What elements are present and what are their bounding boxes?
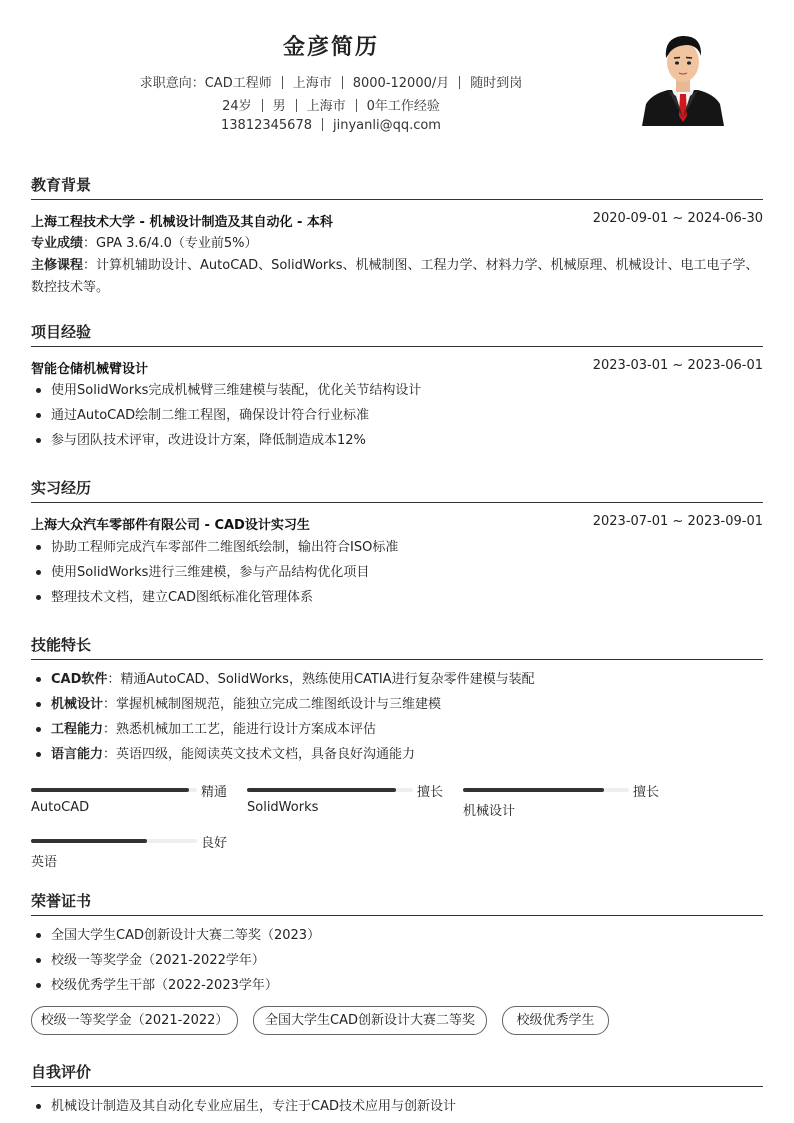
skill-level: 擅长 xyxy=(416,785,443,800)
project-bullet-list xyxy=(31,378,763,453)
internship-date: 2023-07-01 ~ 2023-09-01 xyxy=(592,514,763,529)
intent-salary: 8000-12000/月 xyxy=(352,76,450,91)
skill-bar-fill xyxy=(31,788,189,792)
city: 上海市 xyxy=(306,99,346,114)
education-score xyxy=(31,233,763,255)
skill-name: AutoCAD xyxy=(31,800,90,815)
list-item: 使用SolidWorks完成机械臂三维建模与装配，优化关节结构设计 xyxy=(31,378,763,403)
gender: 男 xyxy=(272,99,286,114)
list-item: 机械设计制造及其自动化专业应届生，专注于CAD技术应用与创新设计 xyxy=(31,1094,763,1119)
list-item: 通过AutoCAD绘制二维工程图，确保设计符合行业标准 xyxy=(31,403,763,428)
skill-text: ：英语四级，能阅读英文技术文档，具备良好沟通能力 xyxy=(103,747,416,762)
contact-line xyxy=(0,118,662,133)
internship-heading: 上海大众汽车零部件有限公司 - CAD设计实习生 xyxy=(31,518,310,533)
list-item xyxy=(31,692,763,717)
section-title-honors: 荣誉证书 xyxy=(31,890,763,916)
education-heading: 上海工程技术大学 - 机械设计制造及其自动化 - 本科 xyxy=(31,215,333,230)
list-item xyxy=(31,667,763,692)
skill-text: ：掌握机械制图规范，能独立完成二维图纸设计与三维建模 xyxy=(103,697,442,712)
skill-label: CAD软件 xyxy=(51,672,108,687)
score-value: ：GPA 3.6/4.0（专业前5%） xyxy=(83,236,258,251)
intent-job: CAD工程师 xyxy=(204,76,272,91)
self-evaluation-bullet-list xyxy=(31,1094,763,1119)
skill-name: 英语 xyxy=(31,855,58,870)
list-item xyxy=(31,717,763,742)
email: jinyanli@qq.com xyxy=(332,118,441,133)
resume-header xyxy=(0,0,794,150)
education-courses xyxy=(31,255,763,299)
divider xyxy=(356,99,357,112)
honor-tag: 校级优秀学生 xyxy=(502,1006,609,1035)
skill-label: 机械设计 xyxy=(51,697,104,712)
list-item xyxy=(31,742,763,767)
skills-bullet-list xyxy=(31,667,763,767)
list-item: 协助工程师完成汽车零部件二维图纸绘制，输出符合ISO标准 xyxy=(31,535,763,560)
list-item: 校级优秀学生干部（2022-2023学年） xyxy=(31,973,763,998)
divider xyxy=(262,99,263,112)
list-item: 全国大学生CAD创新设计大赛二等奖（2023） xyxy=(31,923,763,948)
honor-tag: 校级一等奖学金（2021-2022） xyxy=(31,1006,238,1035)
skill-label: 语言能力 xyxy=(51,747,104,762)
intent-label: 求职意向： xyxy=(139,76,205,91)
list-item: 整理技术文档，建立CAD图纸标准化管理体系 xyxy=(31,585,763,610)
divider xyxy=(322,118,323,131)
personal-info-line xyxy=(0,95,662,114)
honors-bullet-list xyxy=(31,923,763,998)
list-item: 参与团队技术评审，改进设计方案，降低制造成本12% xyxy=(31,428,763,453)
project-date: 2023-03-01 ~ 2023-06-01 xyxy=(592,358,763,373)
skill-text: ：精通AutoCAD、SolidWorks，熟练使用CATIA进行复杂零件建模与装配 xyxy=(107,672,535,687)
intent-availability: 随时到岗 xyxy=(470,76,523,91)
skill-bar-fill xyxy=(247,788,396,792)
skill-level: 精通 xyxy=(200,785,227,800)
job-intent-line xyxy=(0,72,662,91)
skill-bar-track xyxy=(247,788,413,792)
skill-bar-track xyxy=(463,788,629,792)
divider xyxy=(342,76,343,89)
education-date: 2020-09-01 ~ 2024-06-30 xyxy=(592,211,763,226)
divider xyxy=(296,99,297,112)
project-heading: 智能仓储机械臂设计 xyxy=(31,362,149,377)
skill-bar-fill xyxy=(463,788,604,792)
section-title-projects: 项目经验 xyxy=(31,321,763,347)
skill-text: ：熟悉机械加工工艺，能进行设计方案成本评估 xyxy=(103,722,377,737)
courses-value: ：计算机辅助设计、AutoCAD、SolidWorks、机械制图、工程力学、材料力学、机械原理、机械设计、电工电子学、数控技术等。 xyxy=(31,258,759,295)
section-title-skills: 技能特长 xyxy=(31,634,763,660)
section-title-internship: 实习经历 xyxy=(31,477,763,503)
skill-label: 工程能力 xyxy=(51,722,104,737)
phone: 13812345678 xyxy=(221,118,312,133)
skill-bar-fill xyxy=(31,839,147,843)
score-label: 专业成绩 xyxy=(31,236,84,251)
divider xyxy=(282,76,283,89)
list-item: 使用SolidWorks进行三维建模，参与产品结构优化项目 xyxy=(31,560,763,585)
avatar-portrait-icon xyxy=(640,26,726,126)
list-item: 校级一等奖学金（2021-2022学年） xyxy=(31,948,763,973)
age: 24岁 xyxy=(222,99,252,114)
section-title-self-evaluation: 自我评价 xyxy=(31,1061,763,1087)
skill-level: 良好 xyxy=(200,836,227,851)
resume-title: 金彦简历 xyxy=(282,35,379,60)
skill-bar-track xyxy=(31,788,197,792)
experience: 0年工作经验 xyxy=(366,99,440,114)
intent-city: 上海市 xyxy=(292,76,332,91)
courses-label: 主修课程 xyxy=(31,258,84,273)
divider xyxy=(459,76,460,89)
skill-name: 机械设计 xyxy=(463,804,516,819)
section-title-education: 教育背景 xyxy=(31,174,763,200)
honor-tag: 全国大学生CAD创新设计大赛二等奖 xyxy=(253,1006,487,1035)
skill-level: 擅长 xyxy=(632,785,659,800)
skill-bar-track xyxy=(31,839,197,843)
internship-bullet-list xyxy=(31,535,763,610)
skill-name: SolidWorks xyxy=(247,800,319,815)
